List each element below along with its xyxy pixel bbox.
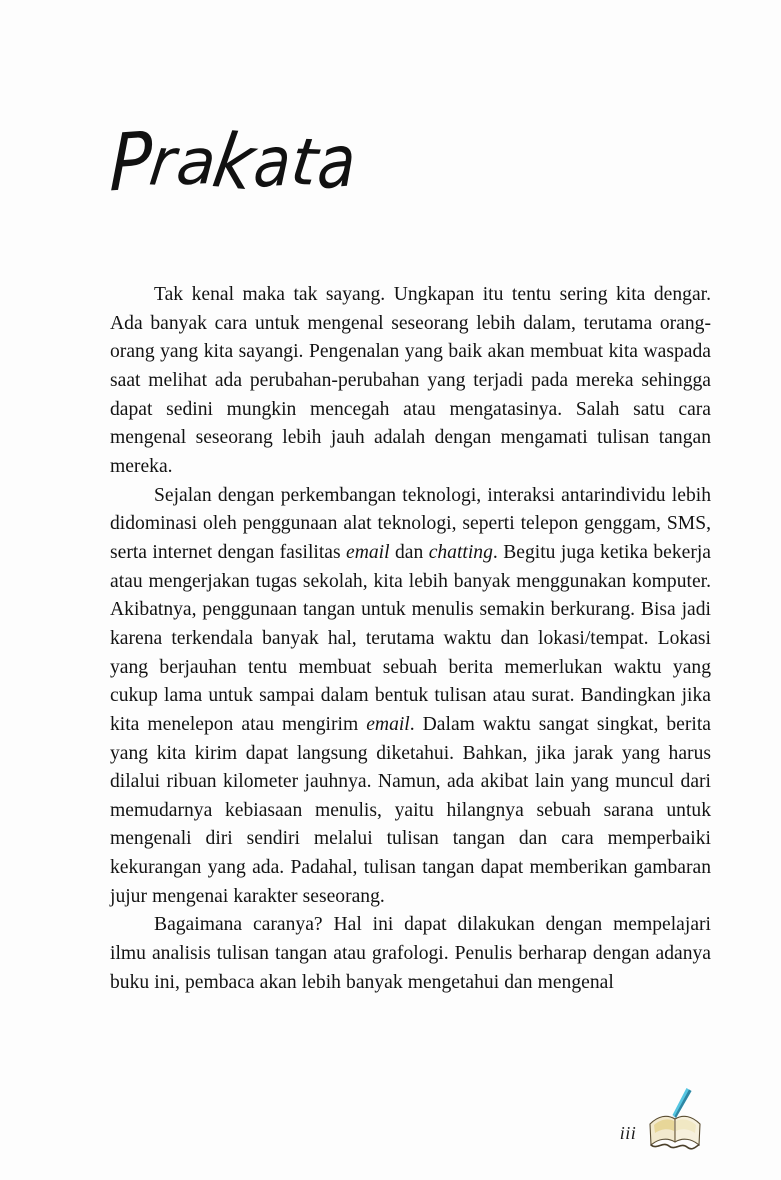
paragraph-1 xyxy=(110,281,711,482)
title-glyph: k xyxy=(207,115,263,208)
page-title xyxy=(108,113,636,210)
body-text xyxy=(110,281,711,997)
text-run: Sejalan dengan perkembangan teknologi, interaksi antarindividu lebih didominasi oleh penggunaan alat teknologi, seperti telepon genggam, SMS, serta internet dengan fasilitas xyxy=(110,484,711,563)
title-glyph: t xyxy=(286,123,323,201)
title-glyph: a xyxy=(174,123,219,200)
paragraph-2 xyxy=(110,482,711,912)
italic-term: email xyxy=(366,713,410,735)
open-book-with-pen-icon xyxy=(642,1084,714,1160)
italic-term: chatting xyxy=(428,541,493,563)
text-run: Bagaimana caranya? Hal ini dapat dilakukan dengan mempelajari ilmu analisis tulisan tangan atau grafologi. Penulis berharap dengan adanya buku ini, pembaca akan lebih banyak mengetahui dan mengenal xyxy=(110,914,711,993)
title-glyph: P xyxy=(108,113,154,210)
title-glyph: a xyxy=(316,117,357,206)
text-run: . Begitu juga ketika bekerja atau mengerjakan tugas sekolah, kita lebih banyak menggunakan komputer. Akibatnya, penggunaan tangan untuk menulis semakin berkurang. Bisa jadi karena terkendala banyak hal, terutama waktu dan lokasi/tempat. Lokasi yang berjauhan tentu membuat sebuah berita memerlukan waktu yang cukup lama untuk sampai dalam bentuk tulisan atau surat. Bandingkan jika kita menelepon atau mengirim xyxy=(110,541,711,735)
page-number: iii xyxy=(619,1123,637,1143)
title-glyph: r xyxy=(145,121,182,202)
italic-term: email xyxy=(346,541,390,563)
text-run: dan xyxy=(389,541,429,563)
text-run: . Dalam waktu sangat singkat, berita yang kita kirim dapat langsung diketahui. Bahkan, jika jarak yang harus dilalui ribuan kilometer jauhnya. Namun, ada akibat lain yang muncul dari memudarnya kebiasaan menulis, yaitu hilangnya sebuah sarana untuk mengenali diri sendiri melalui tulisan tangan dan cara memperbaiki kekurangan yang ada. Padahal, tulisan tangan dapat memberikan gambaran jujur mengenai karakter seseorang. xyxy=(110,713,711,907)
title-glyph: a xyxy=(251,120,294,204)
text-run: Tak kenal maka tak sayang. Ungkapan itu tentu sering kita dengar. Ada banyak cara untuk mengenal seseorang lebih dalam, terutama orang-orang yang kita sayangi. Pengenalan yang baik akan membuat kita waspada saat melihat ada perubahan-perubahan yang terjadi pada mereka sehingga dapat sedini mungkin mencegah atau mengatasinya. Salah satu cara mengenal seseorang lebih jauh adalah dengan mengamati tulisan tangan mereka. xyxy=(110,284,711,477)
paragraph-3 xyxy=(110,911,711,997)
